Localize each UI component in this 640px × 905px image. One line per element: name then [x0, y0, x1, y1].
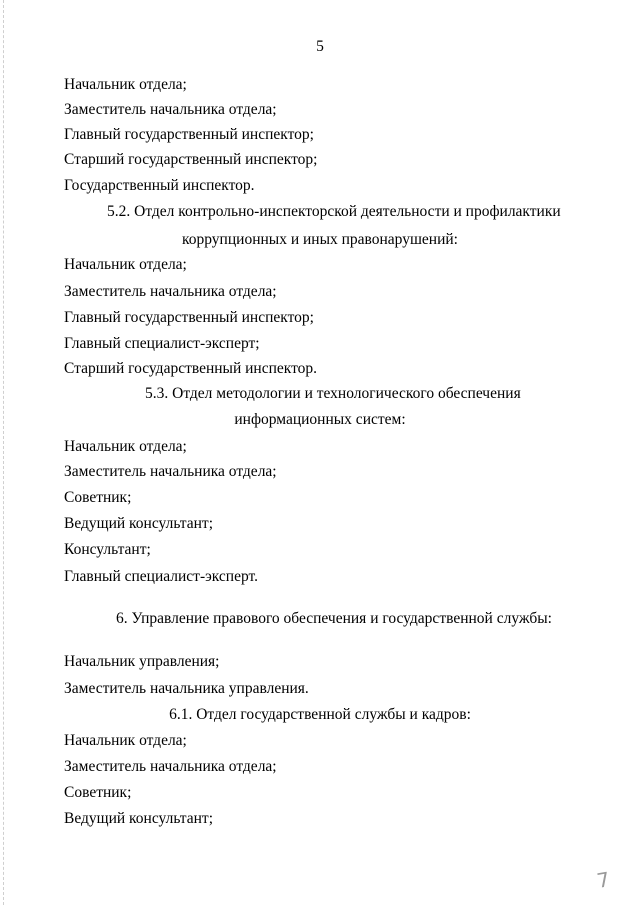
list-item: Заместитель начальника отдела;	[64, 758, 277, 775]
list-item: Начальник отдела;	[64, 76, 187, 93]
list-item: Начальник отдела;	[64, 256, 187, 273]
list-item: Заместитель начальника управления.	[64, 680, 309, 697]
list-item: Советник;	[64, 784, 132, 801]
list-item: Начальник отдела;	[64, 732, 187, 749]
list-item: Консультант;	[64, 541, 151, 558]
section-heading: 6.1. Отдел государственной службы и кадров:	[169, 706, 471, 723]
list-item: Главный государственный инспектор;	[64, 309, 314, 326]
list-item: Главный специалист-эксперт;	[64, 335, 260, 352]
list-item: Ведущий консультант;	[64, 515, 214, 532]
section-heading-continuation: коррупционных и иных правонарушений:	[182, 231, 458, 248]
list-item: Главный специалист-эксперт.	[64, 568, 258, 585]
list-item: Начальник управления;	[64, 653, 220, 670]
page-number: 5	[316, 38, 324, 55]
list-item: Главный государственный инспектор;	[64, 126, 314, 143]
list-item: Заместитель начальника отдела;	[64, 283, 277, 300]
list-item: Советник;	[64, 489, 132, 506]
list-item: Начальник отдела;	[64, 438, 187, 455]
list-item: Старший государственный инспектор;	[64, 151, 318, 168]
section-heading: 5.2. Отдел контрольно-инспекторской деятельности и профилактики	[107, 203, 561, 220]
scan-edge-line	[3, 0, 4, 905]
section-heading: 5.3. Отдел методологии и технологического обеспечения	[145, 385, 521, 402]
list-item: Государственный инспектор.	[64, 177, 255, 194]
list-item: Старший государственный инспектор.	[64, 360, 318, 377]
list-item: Заместитель начальника отдела;	[64, 101, 277, 118]
handwritten-page-mark: 7	[595, 867, 612, 893]
section-heading-continuation: информационных систем:	[234, 411, 406, 428]
section-heading: 6. Управление правового обеспечения и государственной службы:	[116, 610, 552, 627]
list-item: Ведущий консультант;	[64, 810, 214, 827]
list-item: Заместитель начальника отдела;	[64, 463, 277, 480]
